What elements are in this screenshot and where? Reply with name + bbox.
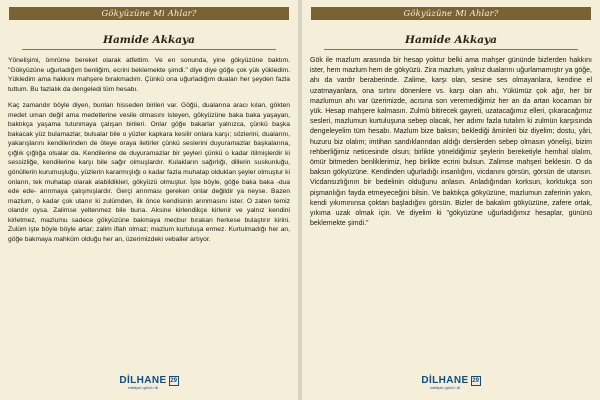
dilhane-logo xyxy=(0,375,298,393)
dilhane-logo xyxy=(302,375,600,393)
logo-text: DİLHANE xyxy=(421,375,469,386)
page-left xyxy=(0,0,298,400)
logo-tagline: edebiyat • gönül • dil xyxy=(128,386,158,390)
issue-number-badge: 29 xyxy=(472,378,479,384)
page-right xyxy=(302,0,600,400)
paragraph: Gök ile mazlum arasında bir hesap yoktur belki ama mahşer gününde bizlerden hakkını ister, hem mazlum hem de gökyüzü. Zira mazlum, yalnız dualarını uğurlamamıştır ya göğe, ahı da vardır beraberinde. Zalime, karşı olan, sesine ses olmayanlara, kendine el uzatmayanlara, ona sırtını dönenlere vs. karşı olan ahı. Yükümüz çok ağır, her bir mazlumun ahı var üzerimizde, acısına son veremediğimiz her an da artan kocaman bir yük. Hesap mahşere kalmasın. Zulmü bitirecek gayreti, uzatacağımız elleri, çıkaracağımız sesleri, mazlumun kurtuluşuna sebep olacak, her adımı fazla tutalım ki zulmün karşısında dengeleyelim tüm hesabı. Mazlum bize baksın; beklediği âminleri biz diyelim; dostu, yâri, huzuru biz olalım; imtihan sandıklarından aldığı derslerden sebep olmasın yönelişi, bizim rehberliğimiz neticesinde olsun; birlikte yöneldiğimiz şeylerin bereketiyle hemhal olalım, ömür bitmeden benliklerimiz, hep birlikte ecrini bulsun. Zalimse mahşeri beklesin. O da baksın gökyüzüne. Kendinden uğurladığı insanlığını, vicdanını görsün, görsün de utansın. Vicdansızlığının bir bedelinin olduğunu anlasın. Anladığından korksun, korktukça son pişmanlığın fayda etmeyeceğini bilsin. Ve baktıkça gökyüzüne, mazlumun zaferinin yakın, kendi yıkımınınsa çoktan başladığını görsün. Bizler de bakalım gökyüzüne, zafere ortak, yıkıma uzak olmak için. Ve diyelim ki "gökyüzüne uğurladığımız hesaplar, gününü beklemekte şimdi." xyxy=(310,57,592,228)
paragraph: Kaç zamandır böyle diyen, bunları hisseden birileri var. Göğü, dualarına aracı kılan, gökten medet uman değil ama medetlerine vesile olmasını isteyen, gökyüzüne baka baka yaşayan, baktıkça yaşama tutunmaya çalışan birileri. Onlar göğe bakarlar yalnızca, çünkü başka bakacak yüz bulamazlar, bulsalar bile o yüzler kapkara kesilir onlara karşı; sözlerini, dualarını, yakarışlarını kendilerinden de öteye oraya iletirler çünkü seslerini duyuramazlar başkalarına, çığlık çığlığa olsalar da. Kendilerine de duyuramazlar bir şeyleri çünkü o kadar itilmişlerdir ki sessizliğe, kendilerine karşı bile sağır olmuşlardır. Kulakların sağırlığı, dillerin suskunluğu, gönüllerin kurumuşluğu, yüzlerin kararmışlığı o kadar fazla muhatap olduklan şeyler olmuştur ki onların, tek muhatap olarak alabildikleri, gökyüzü olmuştur. İşte böyle, göğe baka baka -dua ede ede- arınmaya çalışmışlardır. Gerçi arınması gereken onlar değildir ya neyse. Bazen mazlum, o kadar çok utanır ki zulümden, ilk önce kendisinin arınmasını ister. O zaten temiz olandır oysa. Zalimse yeltenmez bile buna. Aksine kirlendikçe kirlenir ve yalnız kendini kirletmez, mazlumu sadece gökyüzüne bakmaya mecbur bırakan herkese bulaştırır kirini. Zulüm işte böyle böyle artar; zalim iflah olmaz; mazlum kurtuluşa ermez. Kurtulmadığı her an, göğe bakmaya mahkûm olduğu her an, üzerimizdeki veballer artıyor. xyxy=(8,102,290,243)
article-body xyxy=(8,56,290,244)
article-body xyxy=(310,56,592,229)
author-name: Hamide Akkaya xyxy=(405,34,497,46)
article-banner: Gökyüzüne Mi Ahlar? xyxy=(311,7,591,20)
paragraph: Yönelişimi, ömrüme bereket olarak atfettim. Ve en sonunda, yine gökyüzüne baktım. "Gökyüzüne uğurladığım benliğim, ecrini beklemekte şimdi." diye diye göğe çok yük yükledim. Yükledim ama hakkını mahşere bırakmadım. Çünkü ona uğurladığım duaları her şeyden fazla tuttum. Bu fazlalık da dengeledi tüm hesabı. xyxy=(8,57,290,93)
divider xyxy=(324,49,578,50)
author-name: Hamide Akkaya xyxy=(103,34,195,46)
issue-number-badge: 29 xyxy=(170,378,177,384)
logo-text: DİLHANE xyxy=(119,375,167,386)
article-banner: Gökyüzüne Mi Ahlar? xyxy=(9,7,289,20)
divider xyxy=(22,49,276,50)
logo-tagline: edebiyat • gönül • dil xyxy=(430,386,460,390)
